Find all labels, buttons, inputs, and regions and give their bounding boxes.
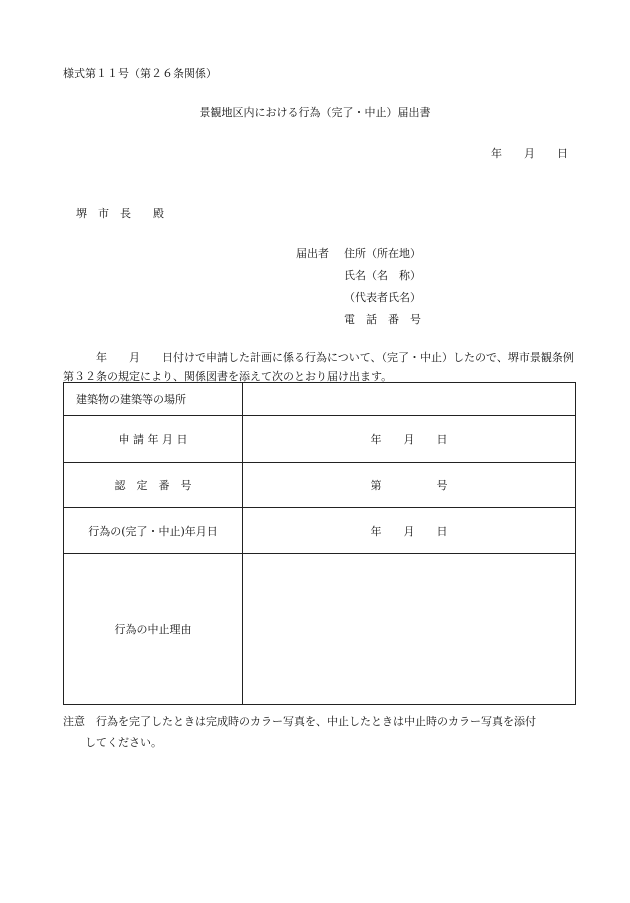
body-text: 年 月 日付けで申請した計画に係る行為について、（完了・中止）したので、堺市景観条例第３２条の規定により、関係図書を添えて次のとおり届け出ます。 (63, 351, 574, 383)
approval-number-label: 認 定 番 号 (64, 463, 243, 508)
application-date-field[interactable]: 年 月 日 (243, 416, 576, 463)
notification-table (63, 382, 576, 705)
applicant-address-label: 住所（所在地） (344, 247, 421, 260)
document-title: 景観地区内における行為（完了・中止）届出書 (199, 106, 431, 119)
applicant-phone-label: 電 話 番 号 (344, 313, 421, 326)
date-year: 年 (491, 147, 502, 160)
applicant-block (296, 247, 421, 335)
date-month: 月 (524, 147, 535, 160)
form-number: 様式第１１号（第２６条関係） (63, 67, 217, 80)
applicant-name-row (296, 269, 421, 291)
location-field[interactable] (243, 383, 576, 416)
location-label: 建築物の建築等の場所 (64, 383, 243, 416)
applicant-name-label: 氏名（名 称） (344, 269, 421, 282)
applicant-representative-label: （代表者氏名） (344, 291, 421, 304)
submission-date (491, 147, 568, 161)
cancel-reason-field[interactable] (243, 554, 576, 705)
note (63, 711, 583, 753)
table-row (64, 463, 576, 508)
addressee: 堺 市 長 殿 (76, 207, 164, 220)
cancel-reason-label: 行為の中止理由 (64, 554, 243, 705)
application-date-label: 申 請 年 月 日 (64, 416, 243, 463)
table-row (64, 416, 576, 463)
table-row (64, 554, 576, 705)
date-day: 日 (557, 147, 568, 160)
note-line-1: 注意 行為を完了したときは完成時のカラー写真を、中止したときは中止時のカラー写真を添付 (63, 715, 536, 728)
action-date-field[interactable]: 年 月 日 (243, 508, 576, 554)
applicant-phone-row (296, 313, 421, 335)
table-row (64, 508, 576, 554)
note-line-2: してください。 (85, 736, 162, 749)
table-row (64, 383, 576, 416)
action-date-label: 行為の(完了・中止)年月日 (64, 508, 243, 554)
applicant-representative-row (296, 291, 421, 313)
applicant-address-row (296, 247, 421, 269)
approval-number-field[interactable]: 第 号 (243, 463, 576, 508)
applicant-heading: 届出者 (296, 247, 329, 260)
